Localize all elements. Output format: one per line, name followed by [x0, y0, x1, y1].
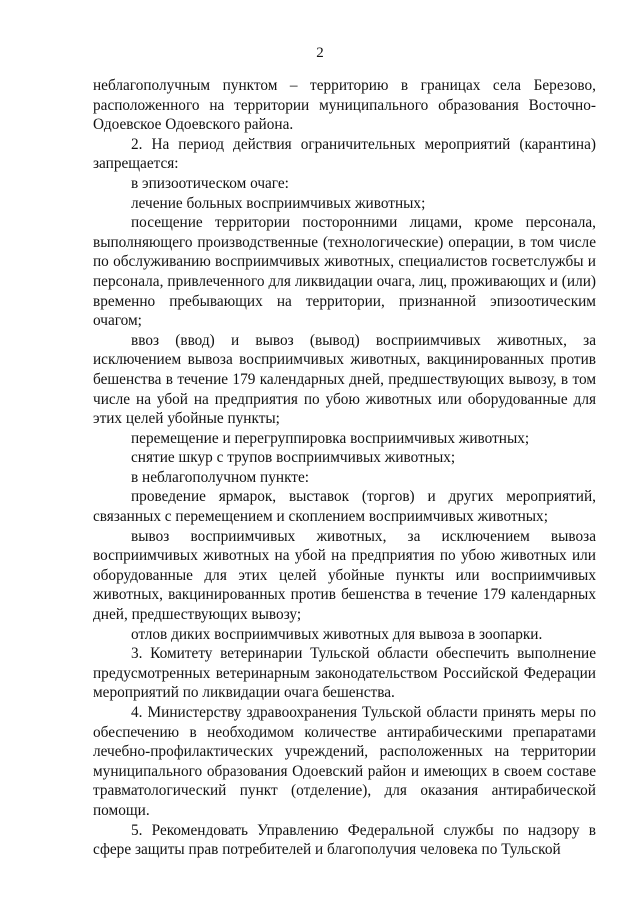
paragraph-item-3: 3. Комитету ветеринарии Тульской области обеспечить выполнение предусмотренных ветеринарным законодательством Российской Федерации мероприятий по ликвидации очага бешенства.	[93, 645, 596, 702]
paragraph-epizootic-focus: в эпизоотическом очаге:	[131, 174, 289, 192]
paragraph-continuation: неблагополучным пунктом – территорию в границах села Березово, расположенного на территории муниципального образования Восточно-Одоевское Одоевского района.	[93, 77, 596, 134]
paragraph-item-4: 4. Министерству здравоохранения Тульской области принять меры по обеспечению в необходимом количестве антирабическими препаратами лечебно-профилактических учреждений, расположенных на территории муниципального образования Одоевский район и имеющих в своем составе травматологический пункт (отделение), для оказания антирабической помощи.	[93, 704, 596, 819]
paragraph-export: вывоз восприимчивых животных, за исключением вывоза восприимчивых животных на убой на предприятия по убою животных или оборудованные для этих целей убойные пункты или восприимчивых животных, вакцинированных против бешенства в течение 179 календарных дней, предшествующих вывозу;	[93, 527, 596, 624]
paragraph-item-5: 5. Рекомендовать Управлению Федеральной службы по надзору в сфере защиты прав потребителей и благополучия человека по Тульской	[93, 821, 596, 859]
paragraph-capture: отлов диких восприимчивых животных для вывоза в зоопарки.	[131, 625, 543, 643]
paragraph-import-export: ввоз (ввод) и вывоз (вывод) восприимчивых животных, за исключением вывоза восприимчивых животных, вакцинированных против бешенства в течение 179 календарных дней, предшествующих вывозу, в том числе на убой на предприятия по убою животных или оборудованные для этих целей убойные пункты;	[93, 331, 596, 428]
paragraph-fairs: проведение ярмарок, выставок (торгов) и других мероприятий, связанных с перемещением и скоплением восприимчивых животных;	[93, 488, 596, 526]
paragraph-treatment: лечение больных восприимчивых животных;	[131, 194, 426, 212]
paragraph-skinning: снятие шкур с трупов восприимчивых животных;	[131, 449, 456, 467]
document-body	[93, 76, 596, 860]
paragraph-visiting: посещение территории посторонними лицами, кроме персонала, выполняющего производственные (технологические) операции, в том числе по обслуживанию восприимчивых животных, специалистов госветслужбы и персонала, привлеченного для ликвидации очага, лиц, проживающих и (или) временно пребывающих на территории, признанной эпизоотическим очагом;	[93, 214, 596, 330]
paragraph-unfavorable-point: в неблагополучном пункте:	[131, 468, 310, 486]
paragraph-relocation: перемещение и перегруппировка восприимчивых животных;	[131, 429, 530, 447]
paragraph-item-2: 2. На период действия ограничительных мероприятий (карантина) запрещается:	[93, 135, 596, 173]
page-number: 2	[316, 45, 324, 61]
